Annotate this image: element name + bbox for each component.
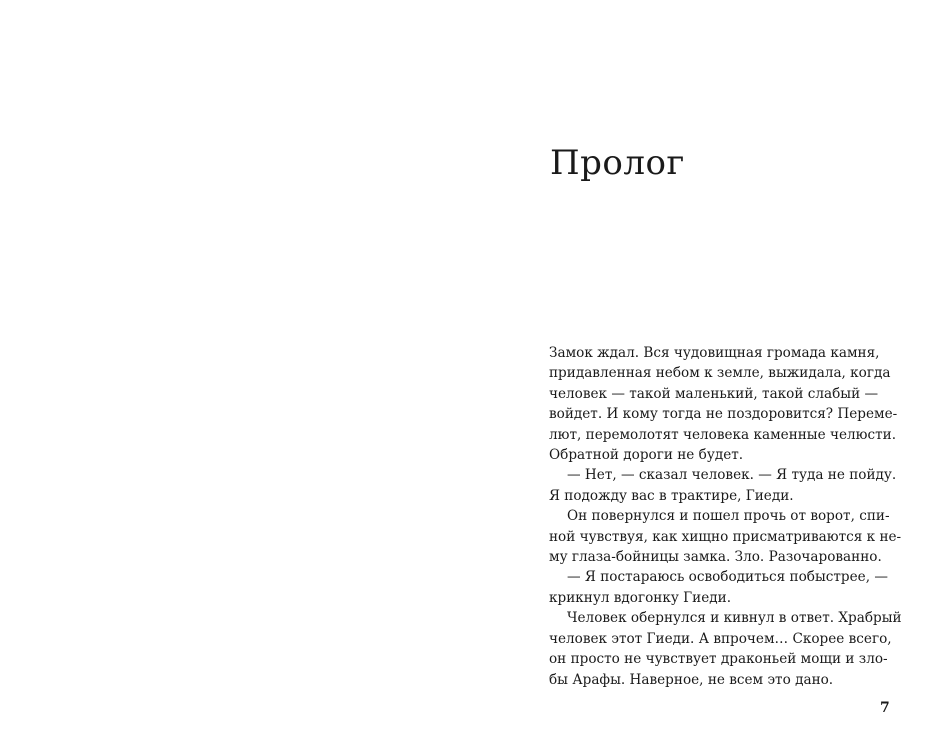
text-line: Замок ждал. Вся чудовищная громада камня, (549, 345, 880, 361)
text-line: Я подожду вас в трактире, Гиеди. (549, 487, 794, 504)
text-line: — Я постараюсь освободиться побыстрее, — (567, 569, 888, 586)
text-line: придавленная небом к земле, выжидала, когда (549, 365, 891, 382)
page-number: 7 (880, 700, 890, 716)
text-line: он просто не чувствует драконьей мощи и зло- (549, 651, 888, 668)
chapter-title: Пролог (550, 143, 685, 183)
text-line: войдет. И кому тогда не поздоровится? Переме- (549, 406, 898, 423)
text-line: — Нет, — сказал человек. — Я туда не пойду. (567, 467, 897, 484)
text-line: крикнул вдогонку Гиеди. (549, 589, 732, 606)
right-page (474, 0, 947, 750)
left-page (0, 0, 473, 750)
text-line: Человек обернулся и кивнул в ответ. Храбрый (567, 610, 902, 627)
text-line: му глаза-бойницы замка. Зло. Разочарованно. (549, 549, 882, 566)
text-line: человек этот Гиеди. А впрочем… Скорее всего, (549, 630, 892, 647)
body-text (549, 343, 902, 690)
text-line: Он повернулся и пошел прочь от ворот, спи- (567, 508, 890, 525)
text-line: человек — такой маленький, такой слабый — (549, 385, 879, 402)
text-line: ной чувствуя, как хищно присматриваются к не- (549, 528, 902, 545)
text-line: Обратной дороги не будет. (549, 447, 744, 464)
text-line: лют, перемолотят человека каменные челюсти. (549, 426, 897, 443)
text-line: бы Арафы. Наверное, не всем это дано. (549, 671, 834, 688)
